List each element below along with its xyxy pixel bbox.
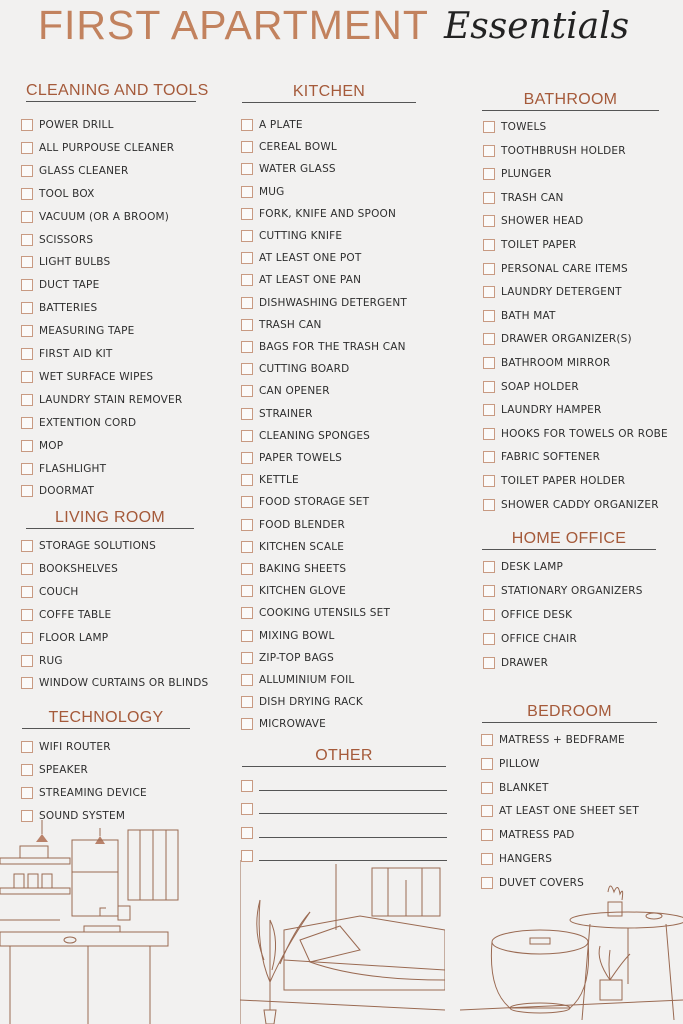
- checklist-item-label: DUVET COVERS: [499, 876, 584, 889]
- heading-home-office: HOME OFFICE: [482, 530, 656, 550]
- checklist-item[interactable]: [241, 361, 349, 377]
- checklist-item-label: WIFI ROUTER: [39, 741, 111, 753]
- checkbox[interactable]: [241, 607, 253, 619]
- checkbox[interactable]: [483, 561, 495, 573]
- checkbox[interactable]: [481, 829, 493, 841]
- checklist-item[interactable]: [21, 254, 110, 270]
- checklist-item[interactable]: [483, 213, 583, 229]
- checkbox[interactable]: [21, 463, 33, 475]
- checklist-item[interactable]: [483, 355, 610, 371]
- checklist-item[interactable]: [483, 655, 548, 671]
- checklist-item[interactable]: [241, 539, 344, 555]
- page-title: FIRST APARTMENT: [38, 2, 429, 48]
- checklist-item-label: SOUND SYSTEM: [39, 809, 126, 822]
- checklist-item[interactable]: [241, 472, 299, 488]
- checklist-item[interactable]: [241, 250, 362, 266]
- checkbox[interactable]: [241, 780, 253, 792]
- checklist-item[interactable]: [21, 483, 94, 499]
- kitchen-illustration: [0, 820, 200, 1024]
- checklist-item[interactable]: [241, 517, 345, 533]
- checklist-item[interactable]: [21, 438, 63, 454]
- checklist-item[interactable]: [21, 561, 118, 577]
- checkbox[interactable]: [21, 563, 33, 575]
- checklist-item-label: FOOD STORAGE SET: [259, 496, 370, 509]
- checklist-item-label: FIRST AID KIT: [39, 348, 113, 360]
- checklist-item[interactable]: [241, 628, 335, 644]
- checklist-item[interactable]: [21, 369, 153, 385]
- checklist-item-label: DESK LAMP: [501, 561, 564, 573]
- checklist-item[interactable]: [241, 317, 322, 333]
- checklist-item-label: HANGERS: [499, 853, 553, 865]
- checklist-item[interactable]: [483, 190, 564, 206]
- checkbox[interactable]: [241, 585, 253, 597]
- checklist-item[interactable]: [241, 716, 326, 732]
- checkbox[interactable]: [21, 417, 33, 429]
- checkbox[interactable]: [21, 655, 33, 667]
- checkbox[interactable]: [21, 188, 33, 200]
- checklist-item[interactable]: [21, 630, 108, 646]
- checklist-item-label: DISH DRYING RACK: [259, 696, 363, 709]
- checkbox[interactable]: [483, 121, 495, 133]
- checklist-item[interactable]: [241, 561, 346, 577]
- checklist-item[interactable]: [241, 139, 337, 155]
- checklist-item[interactable]: [241, 206, 396, 222]
- checklist-item-label: CUTTING BOARD: [259, 363, 350, 376]
- checkbox[interactable]: [241, 385, 253, 397]
- checklist-item-label: CUTTING KNIFE: [259, 230, 343, 242]
- other-line[interactable]: [241, 825, 447, 841]
- checklist-item[interactable]: [483, 379, 579, 395]
- heading-bathroom: BATHROOM: [482, 91, 659, 111]
- checklist-item-label: FOOD BLENDER: [259, 518, 345, 531]
- checkbox[interactable]: [483, 633, 495, 645]
- checklist-item-label: FABRIC SOFTENER: [501, 451, 601, 464]
- heading-bedroom: BEDROOM: [482, 703, 657, 723]
- checkbox[interactable]: [21, 165, 33, 177]
- checkbox[interactable]: [241, 163, 253, 175]
- checklist-item-label: BATTERIES: [39, 302, 98, 315]
- checklist-item-label: TRASH CAN: [501, 191, 564, 204]
- checklist-item-label: KETTLE: [259, 474, 299, 487]
- checklist-item[interactable]: [481, 851, 552, 867]
- checkbox[interactable]: [483, 475, 495, 487]
- checklist-item[interactable]: [21, 739, 111, 755]
- checkbox[interactable]: [21, 256, 33, 268]
- checklist-item[interactable]: [241, 272, 361, 288]
- checklist-item[interactable]: [21, 323, 135, 339]
- checklist-item-label: BAKING SHEETS: [259, 563, 347, 575]
- checkbox[interactable]: [21, 119, 33, 131]
- checkbox[interactable]: [241, 674, 253, 686]
- checklist-item[interactable]: [21, 232, 93, 248]
- checkbox[interactable]: [241, 119, 253, 131]
- checklist-item-label: AT LEAST ONE POT: [259, 252, 362, 265]
- heading-other: OTHER: [242, 747, 446, 767]
- checklist-item-label: COUCH: [39, 585, 79, 598]
- checklist-item[interactable]: [481, 803, 639, 819]
- checklist-item-label: POWER DRILL: [39, 119, 114, 131]
- checklist-item-label: SHOWER HEAD: [501, 215, 584, 228]
- checkbox[interactable]: [241, 563, 253, 575]
- checklist-item-label: SHOWER CADDY ORGANIZER: [501, 498, 659, 511]
- checklist-item[interactable]: [483, 497, 659, 513]
- checklist-item-label: MIXING BOWL: [259, 629, 335, 642]
- checklist-item[interactable]: [21, 117, 114, 133]
- checklist-item[interactable]: [21, 785, 147, 801]
- checklist-item-label: SPEAKER: [39, 763, 89, 776]
- checkbox[interactable]: [483, 145, 495, 157]
- checklist-item-label: MATRESS + BEDFRAME: [499, 734, 625, 746]
- checklist-item[interactable]: [481, 732, 625, 748]
- checkbox[interactable]: [483, 381, 495, 393]
- checklist-item[interactable]: [241, 672, 355, 688]
- checklist-item-label: DUCT TAPE: [39, 279, 100, 292]
- checkbox[interactable]: [481, 805, 493, 817]
- checklist-item-label: PAPER TOWELS: [259, 452, 343, 464]
- checkbox[interactable]: [241, 252, 253, 264]
- checklist-item-label: TOOL BOX: [39, 187, 95, 200]
- checklist-item[interactable]: [481, 756, 540, 772]
- checklist-item[interactable]: [21, 762, 88, 778]
- checkbox[interactable]: [21, 677, 33, 689]
- checklist-item[interactable]: [241, 228, 342, 244]
- other-line[interactable]: [241, 778, 447, 794]
- checkbox[interactable]: [241, 519, 253, 531]
- checklist-item-label: DOORMAT: [39, 485, 95, 498]
- checkbox[interactable]: [241, 541, 253, 553]
- checkbox[interactable]: [483, 657, 495, 669]
- checklist-item-label: WATER GLASS: [259, 163, 336, 176]
- checkbox[interactable]: [21, 234, 33, 246]
- checklist-item-label: GLASS CLEANER: [39, 164, 129, 177]
- checklist-item-label: BAGS FOR THE TRASH CAN: [259, 341, 406, 353]
- checklist-item[interactable]: [483, 284, 622, 300]
- checklist-item-label: LAUNDRY DETERGENT: [501, 286, 622, 299]
- checklist-item[interactable]: [21, 538, 156, 554]
- checklist-item-label: DISHWASHING DETERGENT: [259, 296, 408, 309]
- checklist-item[interactable]: [21, 607, 111, 623]
- checklist-item[interactable]: [21, 277, 99, 293]
- checklist-item-label: CAN OPENER: [259, 385, 330, 398]
- checklist-item-label: BATH MAT: [501, 309, 556, 322]
- checkbox[interactable]: [483, 428, 495, 440]
- page-subtitle: Essentials: [444, 6, 630, 47]
- heading-kitchen: KITCHEN: [242, 83, 416, 103]
- checklist-item[interactable]: [241, 161, 336, 177]
- checkbox[interactable]: [481, 853, 493, 865]
- checklist-item-label: RUG: [39, 654, 63, 667]
- checklist-item-label: MATRESS PAD: [499, 829, 575, 842]
- checkbox[interactable]: [241, 141, 253, 153]
- checklist-item-label: MOP: [39, 439, 64, 452]
- checkbox[interactable]: [241, 496, 253, 508]
- checklist-item[interactable]: [241, 605, 390, 621]
- checkbox[interactable]: [21, 540, 33, 552]
- checklist-item-label: CEREAL BOWL: [259, 141, 337, 154]
- checklist-item-label: SCISSORS: [39, 233, 94, 246]
- checklist-item-label: STATIONARY ORGANIZERS: [501, 584, 643, 597]
- checklist-item-label: STREAMING DEVICE: [39, 786, 147, 799]
- checklist-item[interactable]: [21, 186, 95, 202]
- checklist-item-label: LAUNDRY HAMPER: [501, 404, 602, 417]
- checklist-item[interactable]: [21, 300, 97, 316]
- checklist-item[interactable]: [481, 780, 549, 796]
- checkbox[interactable]: [21, 211, 33, 223]
- checklist-item[interactable]: [483, 261, 628, 277]
- checkbox[interactable]: [241, 452, 253, 464]
- checkbox[interactable]: [483, 286, 495, 298]
- checklist-item[interactable]: [241, 583, 346, 599]
- checkbox[interactable]: [481, 734, 493, 746]
- checklist-item[interactable]: [241, 117, 303, 133]
- checkbox[interactable]: [241, 363, 253, 375]
- checkbox[interactable]: [483, 263, 495, 275]
- checklist-item-label: TRASH CAN: [259, 318, 322, 331]
- checkbox[interactable]: [241, 803, 253, 815]
- checkbox[interactable]: [21, 325, 33, 337]
- checkbox[interactable]: [21, 485, 33, 497]
- checklist-item-label: TOOTHBRUSH HOLDER: [501, 144, 626, 157]
- checklist-item[interactable]: [21, 653, 63, 669]
- checklist-item-label: STORAGE SOLUTIONS: [39, 540, 156, 552]
- checkbox[interactable]: [483, 585, 495, 597]
- checklist-item[interactable]: [483, 308, 556, 324]
- checklist-item[interactable]: [483, 426, 668, 442]
- checkbox[interactable]: [483, 239, 495, 251]
- checklist-item-label: MEASURING TAPE: [39, 325, 135, 338]
- checklist-item[interactable]: [481, 827, 575, 843]
- checklist-item-label: LIGHT BULBS: [39, 256, 111, 269]
- checklist-item-label: AT LEAST ONE SHEET SET: [499, 805, 639, 818]
- checkbox[interactable]: [241, 430, 253, 442]
- checklist-item-label: KITCHEN SCALE: [259, 540, 345, 553]
- checklist-item-label: SOAP HOLDER: [501, 380, 579, 393]
- checklist-item[interactable]: [483, 583, 643, 599]
- checklist-item[interactable]: [241, 450, 342, 466]
- checklist-item[interactable]: [21, 392, 182, 408]
- checkbox[interactable]: [241, 718, 253, 730]
- checkbox[interactable]: [21, 741, 33, 753]
- checklist-item[interactable]: [483, 143, 626, 159]
- checklist-item-label: MICROWAVE: [259, 718, 326, 731]
- checklist-item[interactable]: [241, 383, 330, 399]
- checklist-item-label: FLOOR LAMP: [39, 631, 109, 644]
- checklist-item[interactable]: [483, 473, 625, 489]
- checklist-item-label: LAUNDRY STAIN REMOVER: [39, 393, 183, 406]
- checklist-item[interactable]: [241, 694, 363, 710]
- checkbox[interactable]: [483, 168, 495, 180]
- checkbox[interactable]: [21, 394, 33, 406]
- checkbox[interactable]: [241, 474, 253, 486]
- checklist-item-label: COOKING UTENSILS SET: [259, 607, 391, 620]
- checklist-item-label: PERSONAL CARE ITEMS: [501, 262, 628, 275]
- checklist-item-label: AT LEAST ONE PAN: [259, 274, 362, 287]
- checklist-item[interactable]: [21, 140, 174, 156]
- checklist-item[interactable]: [483, 559, 563, 575]
- checklist-item-label: OFFICE DESK: [501, 608, 573, 621]
- checklist-item-label: TOWELS: [501, 121, 547, 133]
- checklist-item-label: PLUNGER: [501, 168, 552, 181]
- checklist-item-label: OFFICE CHAIR: [501, 632, 577, 645]
- checkbox[interactable]: [21, 764, 33, 776]
- checkbox[interactable]: [241, 341, 253, 353]
- checklist-item[interactable]: [483, 237, 577, 253]
- checkbox[interactable]: [21, 279, 33, 291]
- checklist-item[interactable]: [241, 494, 369, 510]
- checkbox[interactable]: [241, 827, 253, 839]
- checklist-item-label: DRAWER ORGANIZER(S): [501, 333, 632, 346]
- checklist-item[interactable]: [21, 346, 113, 362]
- checklist-item[interactable]: [241, 295, 407, 311]
- checkbox[interactable]: [241, 208, 253, 220]
- checklist-item[interactable]: [241, 339, 406, 355]
- checkbox[interactable]: [241, 630, 253, 642]
- checklist-item-label: ZIP-TOP BAGS: [259, 651, 334, 664]
- checklist-item-label: DRAWER: [501, 656, 549, 669]
- checklist-item-label: EXTENTION CORD: [39, 416, 137, 429]
- checkbox[interactable]: [483, 310, 495, 322]
- checklist-item[interactable]: [21, 163, 128, 179]
- checklist-item-label: STRAINER: [259, 407, 313, 420]
- checklist-item-label: BATHROOM MIRROR: [501, 357, 611, 369]
- checklist-item-label: BOOKSHELVES: [39, 562, 119, 575]
- checklist-item-label: ALL PURPOUSE CLEANER: [39, 141, 175, 154]
- checkbox[interactable]: [483, 451, 495, 463]
- checkbox[interactable]: [241, 652, 253, 664]
- other-line[interactable]: [241, 801, 447, 817]
- checklist-item-label: VACUUM (OR A BROOM): [39, 210, 170, 223]
- checklist-item[interactable]: [483, 631, 577, 647]
- checkbox[interactable]: [481, 758, 493, 770]
- checkbox[interactable]: [241, 297, 253, 309]
- checklist-item[interactable]: [21, 675, 208, 691]
- checklist-item-label: CLEANING SPONGES: [259, 429, 371, 442]
- checklist-item[interactable]: [21, 209, 169, 225]
- checklist-item[interactable]: [21, 461, 106, 477]
- checklist-item-label: TOILET PAPER HOLDER: [501, 475, 626, 487]
- checkbox[interactable]: [21, 142, 33, 154]
- checklist-item[interactable]: [483, 449, 600, 465]
- bedroom-illustration: [240, 860, 445, 1024]
- checklist-item[interactable]: [241, 428, 370, 444]
- checklist-item-label: HOOKS FOR TOWELS OR ROBE: [501, 427, 668, 440]
- checklist-item[interactable]: [241, 184, 284, 200]
- checklist-item-label: WINDOW CURTAINS OR BLINDS: [39, 677, 209, 690]
- checkbox[interactable]: [21, 371, 33, 383]
- checkbox[interactable]: [483, 192, 495, 204]
- checkbox[interactable]: [21, 586, 33, 598]
- checklist-item-label: MUG: [259, 185, 285, 198]
- checkbox[interactable]: [241, 408, 253, 420]
- checkbox[interactable]: [241, 274, 253, 286]
- checkbox[interactable]: [241, 186, 253, 198]
- checklist-item-label: A PLATE: [259, 119, 303, 131]
- checkbox[interactable]: [21, 632, 33, 644]
- heading-living-room: LIVING ROOM: [26, 509, 194, 529]
- checklist-item[interactable]: [21, 415, 136, 431]
- checkbox[interactable]: [483, 215, 495, 227]
- checkbox[interactable]: [21, 348, 33, 360]
- checklist-item-label: WET SURFACE WIPES: [39, 370, 154, 383]
- checkbox[interactable]: [483, 404, 495, 416]
- checklist-item-label: KITCHEN GLOVE: [259, 585, 346, 598]
- checkbox[interactable]: [483, 499, 495, 511]
- checkbox[interactable]: [21, 302, 33, 314]
- checkbox[interactable]: [483, 357, 495, 369]
- checklist-item[interactable]: [483, 402, 601, 418]
- checklist-item-label: FLASHLIGHT: [39, 462, 107, 475]
- checklist-item[interactable]: [241, 650, 334, 666]
- checklist-item-label: COFFE TABLE: [39, 608, 112, 621]
- checkbox[interactable]: [483, 333, 495, 345]
- checkbox[interactable]: [21, 787, 33, 799]
- checkbox[interactable]: [21, 440, 33, 452]
- checklist-item[interactable]: [483, 607, 572, 623]
- checklist-item[interactable]: [21, 584, 79, 600]
- checkbox[interactable]: [241, 230, 253, 242]
- checklist-item[interactable]: [241, 406, 313, 422]
- checkbox[interactable]: [481, 782, 493, 794]
- checklist-item-label: TOILET PAPER: [501, 239, 577, 251]
- checklist-item-label: PILLOW: [499, 757, 540, 770]
- office-illustration: [460, 880, 683, 1024]
- heading-cleaning: CLEANING AND TOOLS: [26, 82, 196, 102]
- checklist-item[interactable]: [483, 119, 546, 135]
- checkbox[interactable]: [483, 609, 495, 621]
- checkbox[interactable]: [241, 319, 253, 331]
- checklist-item-label: FORK, KNIFE AND SPOON: [259, 207, 397, 220]
- checkbox[interactable]: [21, 609, 33, 621]
- checklist-item[interactable]: [483, 166, 552, 182]
- checkbox[interactable]: [241, 696, 253, 708]
- checklist-item-label: ALLUMINIUM FOIL: [259, 674, 355, 686]
- heading-technology: TECHNOLOGY: [22, 709, 190, 729]
- checklist-item[interactable]: [483, 331, 632, 347]
- checklist-item-label: BLANKET: [499, 781, 549, 794]
